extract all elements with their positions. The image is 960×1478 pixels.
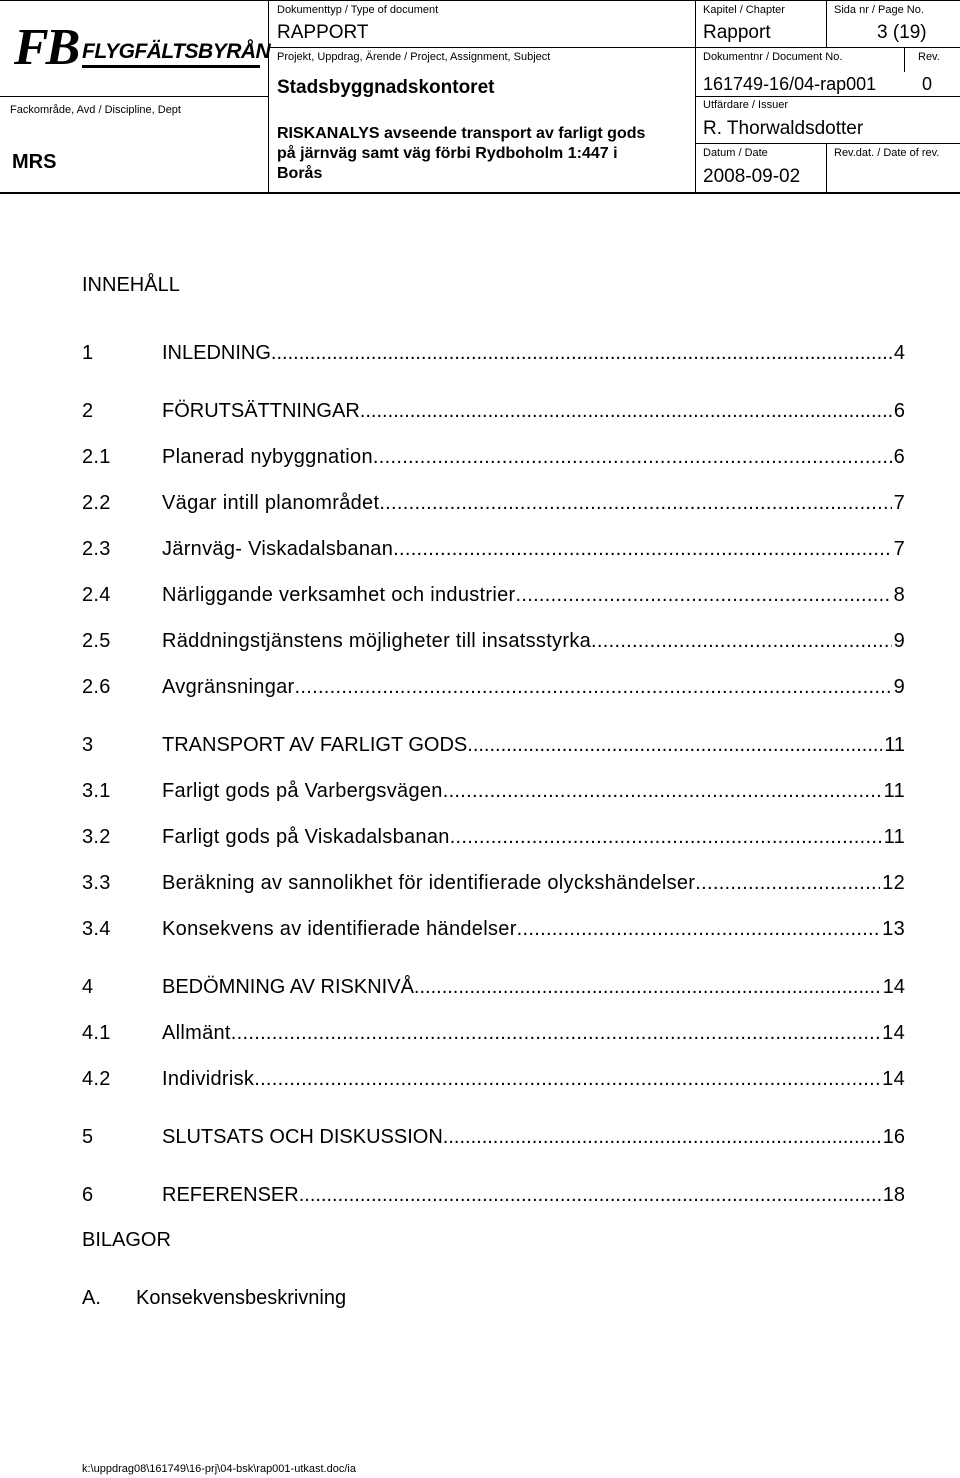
toc-entry[interactable]: [82, 779, 905, 803]
toc-entry[interactable]: [82, 1183, 905, 1207]
toc-entry-leader-line: [162, 917, 905, 941]
toc-entry-page: 9: [893, 630, 905, 652]
toc-entry-leader-line: [162, 583, 905, 607]
header-rule: [826, 143, 827, 192]
company-logo: [14, 19, 271, 76]
toc-dot-leader: [379, 491, 891, 515]
header-rule: [0, 0, 960, 1]
document-number-label: Dokumentnr / Document No.: [703, 51, 843, 63]
toc-entry-title: Vägar intill planområdet: [162, 492, 380, 514]
chapter-value: Rapport: [703, 22, 771, 43]
page-number-label: Sida nr / Page No.: [834, 4, 924, 16]
toc-entry-page: 7: [893, 492, 905, 514]
toc-entry-number: 2.4: [82, 584, 111, 606]
toc-entry-leader-line: [162, 1125, 905, 1149]
subject-line-2: på järnväg samt väg förbi Rydboholm 1:447 i: [277, 145, 618, 162]
date-value: 2008-09-02: [703, 166, 801, 187]
toc-entry-number: 1: [82, 342, 94, 364]
date-label: Datum / Date: [703, 147, 768, 159]
toc-entry-page: 6: [893, 446, 905, 468]
toc-entry[interactable]: [82, 629, 905, 653]
header-rule: [0, 192, 960, 194]
header-rule: [695, 143, 960, 144]
discipline-value: MRS: [12, 151, 57, 173]
toc-entry-title: Individrisk: [162, 1068, 255, 1090]
toc-entry-leader-line: [162, 537, 905, 561]
toc-entry-title: Avgränsningar: [162, 676, 295, 698]
toc-entry-number: 2.5: [82, 630, 111, 652]
toc-entry-number: 2.6: [82, 676, 111, 698]
toc-dot-leader: [443, 779, 882, 803]
document-number-value: 161749-16/04-rap001: [703, 74, 877, 94]
toc-entry-title: REFERENSER: [162, 1184, 299, 1206]
toc-entry[interactable]: [82, 975, 905, 999]
toc-dot-leader: [517, 917, 880, 941]
toc-entry-title: Järnväg- Viskadalsbanan: [162, 538, 394, 560]
toc-entry-leader-line: [162, 871, 905, 895]
toc-title: INNEHÅLL: [82, 274, 180, 296]
toc-entry-leader-line: [162, 733, 905, 757]
toc-entry-title: Farligt gods på Viskadalsbanan: [162, 826, 450, 848]
toc-dot-leader: [231, 1021, 880, 1045]
header-rule: [695, 47, 960, 48]
logo-mark: FB: [14, 19, 78, 76]
toc-entry-number: 2.2: [82, 492, 111, 514]
toc-entry-leader-line: [162, 491, 905, 515]
toc-entry-title: Närliggande verksamhet och industrier: [162, 584, 516, 606]
toc-entry-page: 6: [893, 400, 905, 422]
toc-entry-title: FÖRUTSÄTTNINGAR: [162, 400, 360, 422]
toc-entry[interactable]: [82, 1125, 905, 1149]
subject-line-1: RISKANALYS avseende transport av farligt gods: [277, 125, 646, 142]
toc-entry-number: 4.2: [82, 1068, 111, 1090]
toc-entry-page: 11: [884, 734, 905, 756]
header-rule: [695, 96, 960, 97]
toc-dot-leader: [450, 825, 882, 849]
toc-dot-leader: [373, 445, 892, 469]
toc-dot-leader: [516, 583, 892, 607]
toc-entry-leader-line: [162, 825, 905, 849]
toc-entry-title: SLUTSATS OCH DISKUSSION: [162, 1126, 443, 1148]
toc-dot-leader: [467, 733, 882, 757]
toc-dot-leader: [299, 1183, 881, 1207]
header-rule: [268, 0, 269, 192]
toc-entry-page: 14: [882, 976, 905, 998]
revision-value: 0: [922, 74, 933, 94]
header-rule: [904, 47, 905, 72]
issuer-value: R. Thorwaldsdotter: [703, 118, 864, 139]
subject-line-3: Borås: [277, 165, 323, 182]
toc-entry-page: 13: [882, 918, 905, 940]
file-path-footer: k:\uppdrag08\161749\16-prj\04-bsk\rap001-utkast.doc/ia: [82, 1463, 356, 1475]
doc-type-value: RAPPORT: [277, 22, 369, 43]
toc-dot-leader: [414, 975, 881, 999]
toc-entry-title: Allmänt: [162, 1022, 231, 1044]
toc-entry-leader-line: [162, 675, 905, 699]
header-rule: [268, 47, 695, 48]
toc-dot-leader: [295, 675, 892, 699]
header-rule: [826, 0, 827, 47]
toc-entry[interactable]: [82, 583, 905, 607]
chapter-label: Kapitel / Chapter: [703, 4, 785, 16]
toc-dot-leader: [591, 629, 892, 653]
toc-entry-title: BEDÖMNING AV RISKNIVÅ: [162, 976, 414, 998]
toc-entry-page: 18: [882, 1184, 905, 1206]
page-number-value: 3 (19): [877, 22, 927, 43]
toc-dot-leader: [695, 871, 880, 895]
toc-entry-page: 16: [882, 1126, 905, 1148]
toc-entry-leader-line: [162, 399, 905, 423]
toc-entry-leader-line: [162, 975, 905, 999]
toc-entry[interactable]: [82, 1067, 905, 1091]
toc-entry-title: Konsekvens av identifierade händelser: [162, 918, 517, 940]
revision-date-label: Rev.dat. / Date of rev.: [834, 147, 940, 159]
toc-entry-leader-line: [162, 629, 905, 653]
toc-entry-leader-line: [162, 341, 905, 365]
toc-entry-number: 4: [82, 976, 94, 998]
toc-entry-page: 4: [893, 342, 905, 364]
toc-entry[interactable]: [82, 491, 905, 515]
toc-entry-leader-line: [162, 445, 905, 469]
toc-dot-leader: [393, 537, 891, 561]
doc-type-label: Dokumenttyp / Type of document: [277, 4, 439, 16]
toc-entry-title: INLEDNING: [162, 342, 271, 364]
client-name: Stadsbyggnadskontoret: [277, 77, 495, 98]
toc-entry-number: 2.3: [82, 538, 111, 560]
toc-entry[interactable]: [82, 871, 905, 895]
discipline-label: Fackområde, Avd / Discipline, Dept: [10, 104, 181, 116]
toc-entry-page: 14: [882, 1068, 905, 1090]
toc-entry[interactable]: [82, 445, 905, 469]
toc-entry-page: 12: [882, 872, 905, 894]
toc-entry-leader-line: [162, 779, 905, 803]
appendix-letter: A.: [82, 1287, 101, 1309]
toc-entry-page: 11: [883, 826, 905, 848]
toc-entry-number: 6: [82, 1184, 94, 1206]
toc-entry[interactable]: [82, 537, 905, 561]
issuer-label: Utfärdare / Issuer: [703, 99, 788, 111]
toc-entry-leader-line: [162, 1067, 905, 1091]
header-rule: [0, 96, 268, 97]
toc-entry[interactable]: [82, 399, 905, 423]
toc-entry-title: Beräkning av sannolikhet för identifierade olyckshändelser: [162, 872, 696, 894]
toc-dot-leader: [443, 1125, 881, 1149]
toc-entry-number: 4.1: [82, 1022, 111, 1044]
toc-entry-number: 5: [82, 1126, 94, 1148]
toc-entry-number: 3.2: [82, 826, 111, 848]
toc-entry-page: 8: [893, 584, 905, 606]
appendix-item-title: Konsekvensbeskrivning: [136, 1287, 347, 1309]
logo-name: FLYGFÄLTSBYRÅN: [82, 40, 271, 63]
toc-entry-leader-line: [162, 1021, 905, 1045]
toc-entry-title: TRANSPORT AV FARLIGT GODS: [162, 734, 468, 756]
toc-dot-leader: [254, 1067, 880, 1091]
logo-underline: [82, 65, 260, 68]
toc-dot-leader: [360, 399, 892, 423]
toc-entry-title: Planerad nybyggnation: [162, 446, 373, 468]
toc-entry-number: 3.1: [82, 780, 111, 802]
toc-entry[interactable]: [82, 1021, 905, 1045]
toc-entry-title: Farligt gods på Varbergsvägen: [162, 780, 443, 802]
toc-entry-title: Räddningstjänstens möjligheter till insatsstyrka: [162, 630, 592, 652]
document-header: [0, 0, 960, 197]
toc-entry-number: 3: [82, 734, 94, 756]
toc-entry[interactable]: [82, 733, 905, 757]
toc-entry-page: 9: [893, 676, 905, 698]
toc-entry-number: 2: [82, 400, 94, 422]
toc-entry[interactable]: [82, 341, 905, 365]
toc-entry[interactable]: [82, 825, 905, 849]
toc-dot-leader: [271, 341, 892, 365]
toc-entry-number: 3.3: [82, 872, 111, 894]
project-label: Projekt, Uppdrag, Ärende / Project, Assignment, Subject: [277, 51, 551, 63]
toc-entry[interactable]: [82, 675, 905, 699]
toc-entry-number: 2.1: [82, 446, 111, 468]
revision-label: Rev.: [918, 51, 940, 63]
toc-entry-page: 11: [883, 780, 905, 802]
appendix-title: BILAGOR: [82, 1229, 171, 1251]
toc-entry-page: 7: [893, 538, 905, 560]
toc-entry-leader-line: [162, 1183, 905, 1207]
toc-entry[interactable]: [82, 917, 905, 941]
toc-entry-page: 14: [882, 1022, 905, 1044]
toc-entry-number: 3.4: [82, 918, 111, 940]
